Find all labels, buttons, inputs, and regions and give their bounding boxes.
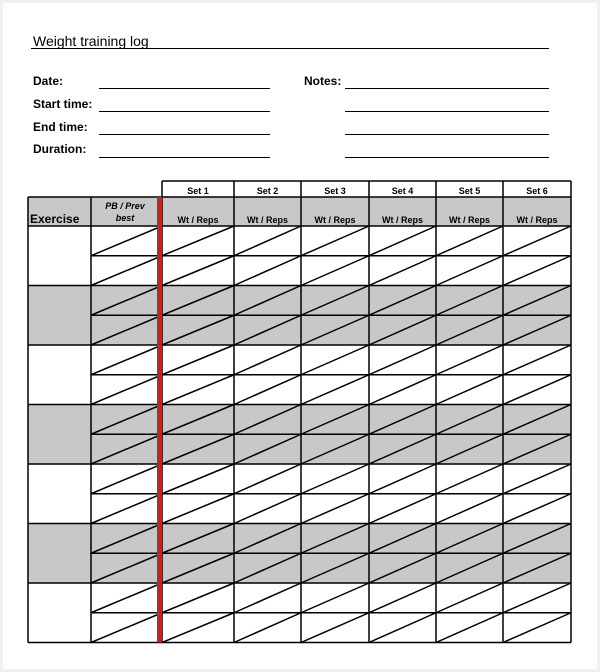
- cell-diagonal: [162, 256, 234, 286]
- cell-diagonal: [503, 226, 571, 256]
- cell-diagonal: [234, 345, 301, 375]
- cell-diagonal: [162, 613, 234, 643]
- cell-diagonal: [162, 494, 234, 524]
- set-header-label: Set 2: [256, 186, 279, 196]
- cell-diagonal: [91, 583, 162, 613]
- date-label: Date:: [33, 74, 64, 88]
- set-header-label: Set 5: [458, 186, 481, 196]
- pb-header-line1: PB / Prev: [105, 201, 145, 211]
- wt-reps-label: Wt / Reps: [448, 215, 491, 225]
- cell-diagonal: [301, 345, 369, 375]
- cell-diagonal: [234, 226, 301, 256]
- wt-reps-label: Wt / Reps: [516, 215, 558, 225]
- cell-diagonal: [436, 256, 503, 286]
- duration-label: Duration:: [33, 142, 87, 156]
- cell-diagonal: [162, 464, 234, 494]
- cell-diagonal: [234, 494, 301, 524]
- cell-diagonal: [503, 583, 571, 613]
- cell-diagonal: [436, 345, 503, 375]
- cell-diagonal: [162, 226, 234, 256]
- cell-diagonal: [301, 256, 369, 286]
- set-header-label: Set 1: [187, 186, 209, 196]
- set-header-label: Set 3: [324, 186, 346, 196]
- cell-diagonal: [91, 375, 162, 405]
- cell-diagonal: [234, 464, 301, 494]
- notes-label: Notes:: [304, 74, 342, 88]
- cell-diagonal: [369, 375, 436, 405]
- cell-diagonal: [369, 464, 436, 494]
- set-header-label: Set 4: [391, 186, 414, 196]
- cell-diagonal: [234, 375, 301, 405]
- cell-diagonal: [503, 613, 571, 643]
- cell-diagonal: [503, 494, 571, 524]
- cell-diagonal: [162, 583, 234, 613]
- cell-diagonal: [301, 583, 369, 613]
- cell-diagonal: [162, 375, 234, 405]
- wt-reps-label: Wt / Reps: [246, 215, 289, 225]
- cell-diagonal: [301, 375, 369, 405]
- cell-diagonal: [91, 226, 162, 256]
- cell-diagonal: [436, 375, 503, 405]
- cell-diagonal: [503, 345, 571, 375]
- cell-diagonal: [436, 613, 503, 643]
- cell-diagonal: [91, 494, 162, 524]
- cell-diagonal: [369, 583, 436, 613]
- cell-diagonal: [369, 226, 436, 256]
- start-time-label: Start time:: [33, 97, 93, 111]
- cell-diagonal: [503, 375, 571, 405]
- cell-diagonal: [369, 345, 436, 375]
- cell-diagonal: [301, 464, 369, 494]
- cell-diagonal: [436, 494, 503, 524]
- cell-diagonal: [436, 464, 503, 494]
- cell-diagonal: [369, 613, 436, 643]
- pb-header: [92, 200, 158, 224]
- cell-diagonal: [436, 226, 503, 256]
- set-header-label: Set 6: [526, 186, 548, 196]
- cell-diagonal: [503, 464, 571, 494]
- cell-diagonal: [301, 613, 369, 643]
- cell-diagonal: [234, 256, 301, 286]
- wt-reps-label: Wt / Reps: [381, 215, 424, 225]
- cell-diagonal: [234, 583, 301, 613]
- cell-diagonal: [91, 464, 162, 494]
- red-divider: [157, 197, 162, 643]
- exercise-header: Exercise: [30, 212, 80, 226]
- cell-diagonal: [91, 256, 162, 286]
- cell-diagonal: [301, 494, 369, 524]
- cell-diagonal: [369, 256, 436, 286]
- cell-diagonal: [162, 345, 234, 375]
- cell-diagonal: [91, 613, 162, 643]
- pb-header-line2: best: [115, 213, 135, 223]
- cell-diagonal: [234, 613, 301, 643]
- wt-reps-label: Wt / Reps: [177, 215, 219, 225]
- page-title: Weight training log: [33, 33, 149, 49]
- wt-reps-label: Wt / Reps: [314, 215, 356, 225]
- cell-diagonal: [369, 494, 436, 524]
- cell-diagonal: [301, 226, 369, 256]
- cell-diagonal: [436, 583, 503, 613]
- cell-diagonal: [503, 256, 571, 286]
- cell-diagonal: [91, 345, 162, 375]
- end-time-label: End time:: [33, 120, 88, 134]
